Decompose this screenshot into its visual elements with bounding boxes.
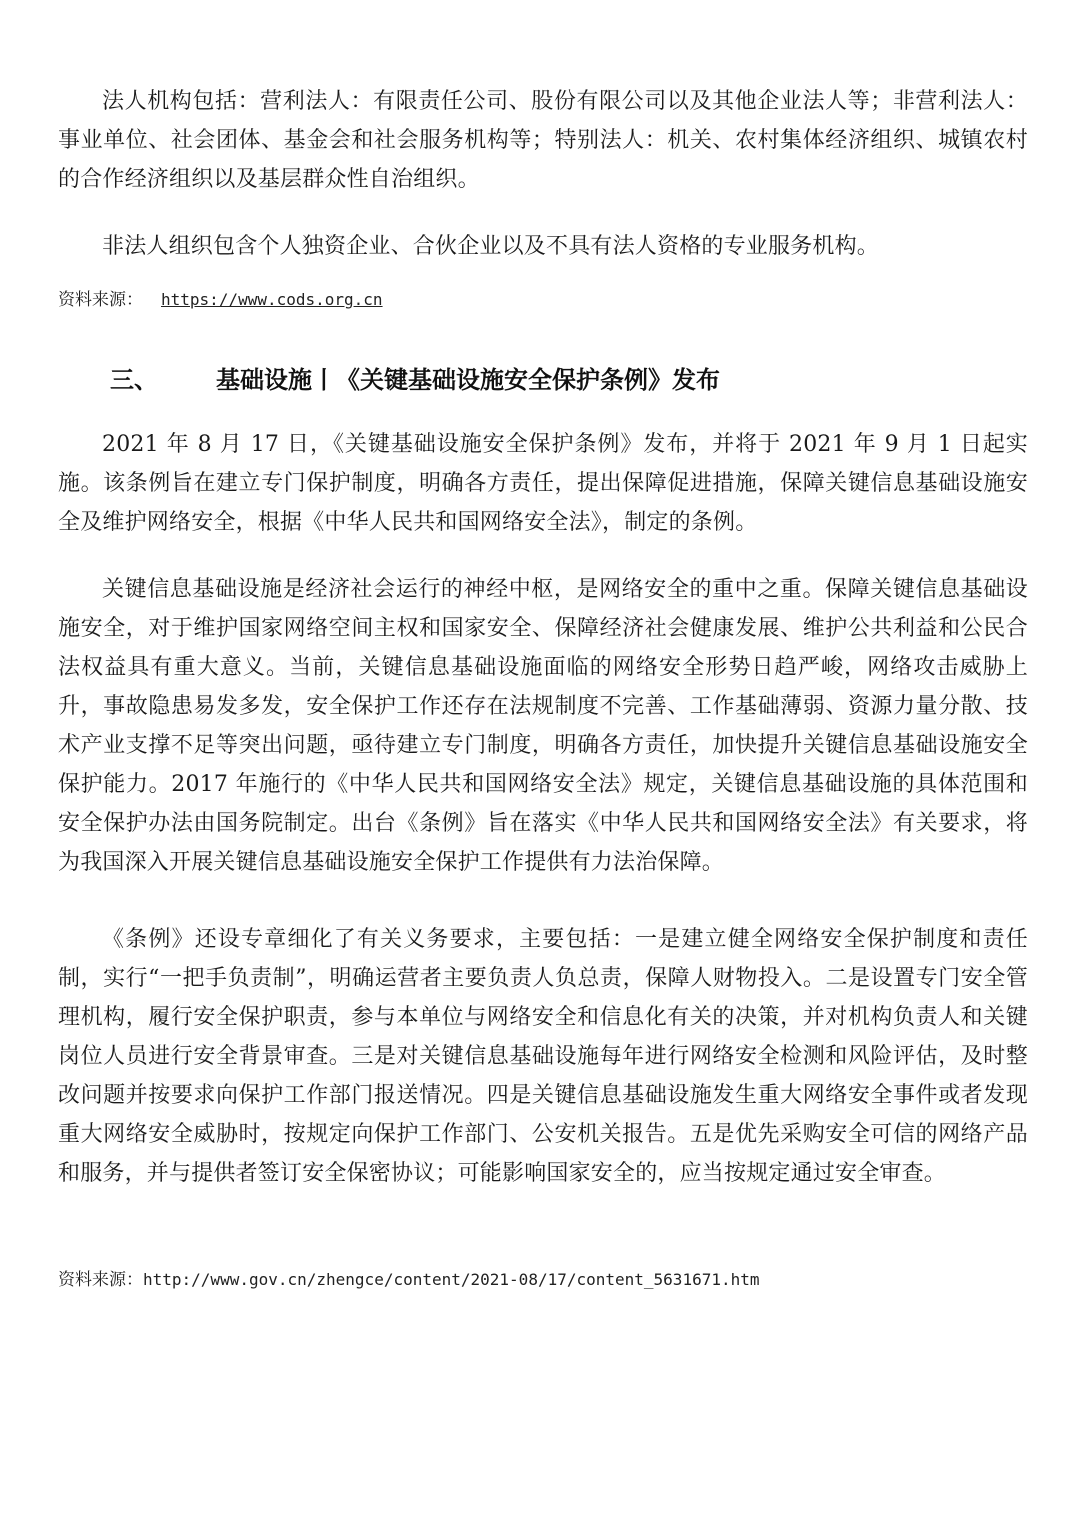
- source-line-1: [58, 288, 383, 312]
- section-heading: [110, 362, 720, 398]
- source-label: 资料来源：: [58, 1270, 143, 1290]
- source-label: 资料来源：: [58, 290, 143, 310]
- section-title: 基础设施丨《关键基础设施安全保护条例》发布: [216, 366, 720, 394]
- paragraph-infrastructure-importance: 关键信息基础设施是经济社会运行的神经中枢，是网络安全的重中之重。保障关键信息基础设施安全，对于维护国家网络空间主权和国家安全、保障经济社会健康发展、维护公共利益和公民合法权益具有重大意义。当前，关键信息基础设施面临的网络安全形势日趋严峻，网络攻击威胁上升，事故隐患易发多发，安全保护工作还存在法规制度不完善、工作基础薄弱、资源力量分散、技术产业支撑不足等突出问题，亟待建立专门制度，明确各方责任，加快提升关键信息基础设施安全保护能力。2017 年施行的《中华人民共和国网络安全法》规定，关键信息基础设施的具体范围和安全保护办法由国务院制定。出台《条例》旨在落实《中华人民共和国网络安全法》有关要求，将为我国深入开展关键信息基础设施安全保护工作提供有力法治保障。: [58, 577, 1028, 875]
- paragraph-obligations: 《条例》还设专章细化了有关义务要求，主要包括：一是建立健全网络安全保护制度和责任制，实行“一把手负责制”，明确运营者主要负责人负总责，保障人财物投入。二是设置专门安全管理机构，履行安全保护职责，参与本单位与网络安全和信息化有关的决策，并对机构负责人和关键岗位人员进行安全背景审查。三是对关键信息基础设施每年进行网络安全检测和风险评估，及时整改问题并按要求向保护工作部门报送情况。四是关键信息基础设施发生重大网络安全事件或者发现重大网络安全威胁时，按规定向保护工作部门、公安机关报告。五是优先采购安全可信的网络产品和服务，并与提供者签订安全保密协议；可能影响国家安全的，应当按规定通过安全审查。: [58, 927, 1028, 1186]
- source-link[interactable]: https://www.cods.org.cn: [161, 290, 383, 309]
- section-number: 三、: [110, 366, 158, 394]
- paragraph-non-legal-entities: 非法人组织包含个人独资企业、合伙企业以及不具有法人资格的专业服务机构。: [102, 234, 880, 259]
- source-line-2: [58, 1268, 760, 1292]
- source-link: http://www.gov.cn/zhengce/content/2021-08/17/content_5631671.htm: [143, 1270, 760, 1289]
- paragraph-regulation-release: 2021 年 8 月 17 日，《关键基础设施安全保护条例》发布，并将于 2021 年 9 月 1 日起实施。该条例旨在建立专门保护制度，明确各方责任，提出保障促进措施，保障关键信息基础设施安全及维护网络安全，根据《中华人民共和国网络安全法》，制定的条例。: [58, 432, 1028, 535]
- paragraph-legal-entities: 法人机构包括：营利法人：有限责任公司、股份有限公司以及其他企业法人等；非营利法人：事业单位、社会团体、基金会和社会服务机构等；特别法人：机关、农村集体经济组织、城镇农村的合作经济组织以及基层群众性自治组织。: [58, 89, 1028, 192]
